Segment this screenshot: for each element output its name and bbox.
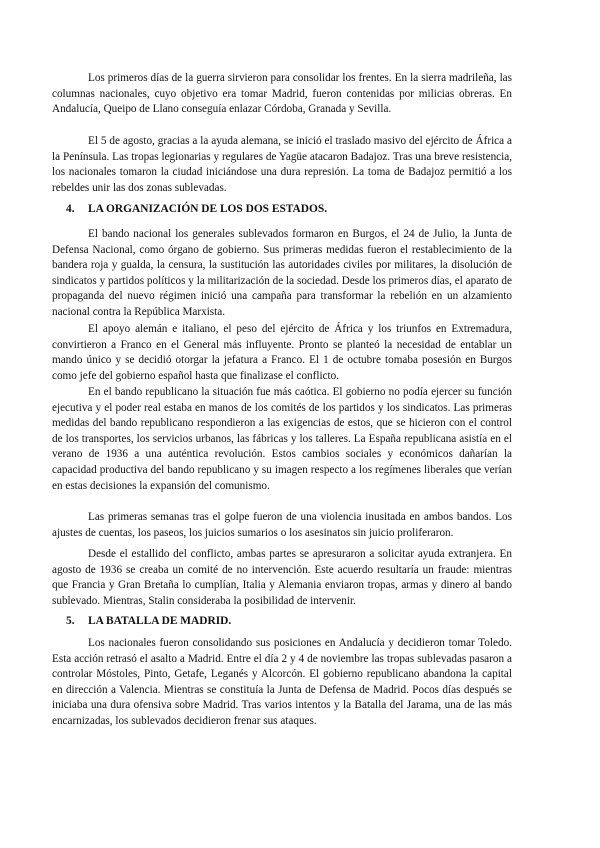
paragraph-batalla-madrid: Los nacionales fueron consolidando sus posiciones en Andalucía y decidieron tomar Toledo. Esta acción retrasó el asalto a Madrid. Entre el día 2 y 4 de noviembre las tropas sublevadas pasaron a controlar Móstoles, Pinto, Getafe, Leganés y Alcorcón. El gobierno republicano abandona la capital en dirección a Valencia. Mientras se constituía la Junta de Defensa de Madrid. Pocos días después se iniciaba una dura ofensiva sobre Madrid. Tras varios intentos y la Batalla del Jarama, una de las más encarnizadas, los sublevados decidieron frenar sus ataques. (52, 637, 512, 727)
paragraph-bando-republicano: En el bando republicano la situación fue más caótica. El gobierno no podía ejercer su función ejecutiva y el poder real estaba en manos de los comités de los partidos y los sindicatos. Las primeras medidas del bando republicano respondieron a las exigencias de estos, que se hicieron con el control de los transportes, los servicios urbanos, las fábricas y los talleres. La España republicana asistía en el verano de 1936 a una auténtica revolución. Estos cambios sociales y económicos dañarían la capacidad productiva del bando republicano y su imagen respecto a los regímenes liberales que verían en estas decisiones la expansión del comunismo. (52, 386, 512, 492)
paragraph-badajoz: El 5 de agosto, gracias a la ayuda alemana, se inició el traslado masivo del ejército de África a la Península. Las tropas legionarias y regulares de Yagüe atacaron Badajoz. Tras una breve resistencia, los nacionales tomaron la ciudad iniciándose una dura represión. La toma de Badajoz permitió a los rebeldes unir las dos zonas sublevadas. (52, 135, 512, 194)
paragraph-franco: El apoyo alemán e italiano, el peso del ejército de África y los triunfos en Extremadura, convirtieron a Franco en el General más influyente. Pronto se planteó la necesidad de entablar un mando único y se decidió otorgar la jefatura a Franco. El 1 de octubre tomaba posesión en Burgos como jefe del gobierno español hasta que finalizase el conflicto. (52, 323, 512, 382)
section-heading-5 (66, 614, 231, 629)
section-number: 5. (66, 615, 75, 627)
paragraph-frentes: Los primeros días de la guerra sirvieron para consolidar los frentes. En la sierra madrileña, las columnas nacionales, cuyo objetivo era tomar Madrid, fueron contenidas por milicias obreras. En Andalucía, Queipo de Llano conseguía enlazar Córdoba, Granada y Sevilla. (52, 72, 512, 116)
paragraph-bando-nacional: El bando nacional los generales sublevados formaron en Burgos, el 24 de Julio, la Junta de Defensa Nacional, como órgano de gobierno. Sus primeras medidas fueron el restablecimiento de la bandera roja y gualda, la censura, la sustitución las autoridades civiles por militares, la disolución de sindicatos y partidos políticos y la militarización de la sociedad. Desde los primeros días, el aparato de propaganda del nuevo régimen inició una campaña para transformar la rebelión en un alzamiento nacional contra la República Marxista. (52, 228, 512, 318)
section-number: 4. (66, 203, 75, 215)
section-heading-4 (66, 202, 327, 217)
section-title: LA BATALLA DE MADRID. (88, 615, 232, 627)
section-title: LA ORGANIZACIÓN DE LOS DOS ESTADOS. (88, 203, 328, 215)
paragraph-ayuda-extranjera: Desde el estallido del conflicto, ambas partes se apresuraron a solicitar ayuda extranjera. En agosto de 1936 se creaba un comité de no intervención. Este acuerdo resultaría un fraude: mientras que Francia y Gran Bretaña lo cumplían, Italia y Alemania enviaron tropas, armas y dinero al bando sublevado. Mientras, Stalin consideraba la posibilidad de intervenir. (52, 548, 512, 607)
paragraph-violencia: Las primeras semanas tras el golpe fueron de una violencia inusitada en ambos bandos. Los ajustes de cuentas, los paseos, los juicios sumarios o los asesinatos sin juicio proliferaron. (52, 511, 512, 539)
